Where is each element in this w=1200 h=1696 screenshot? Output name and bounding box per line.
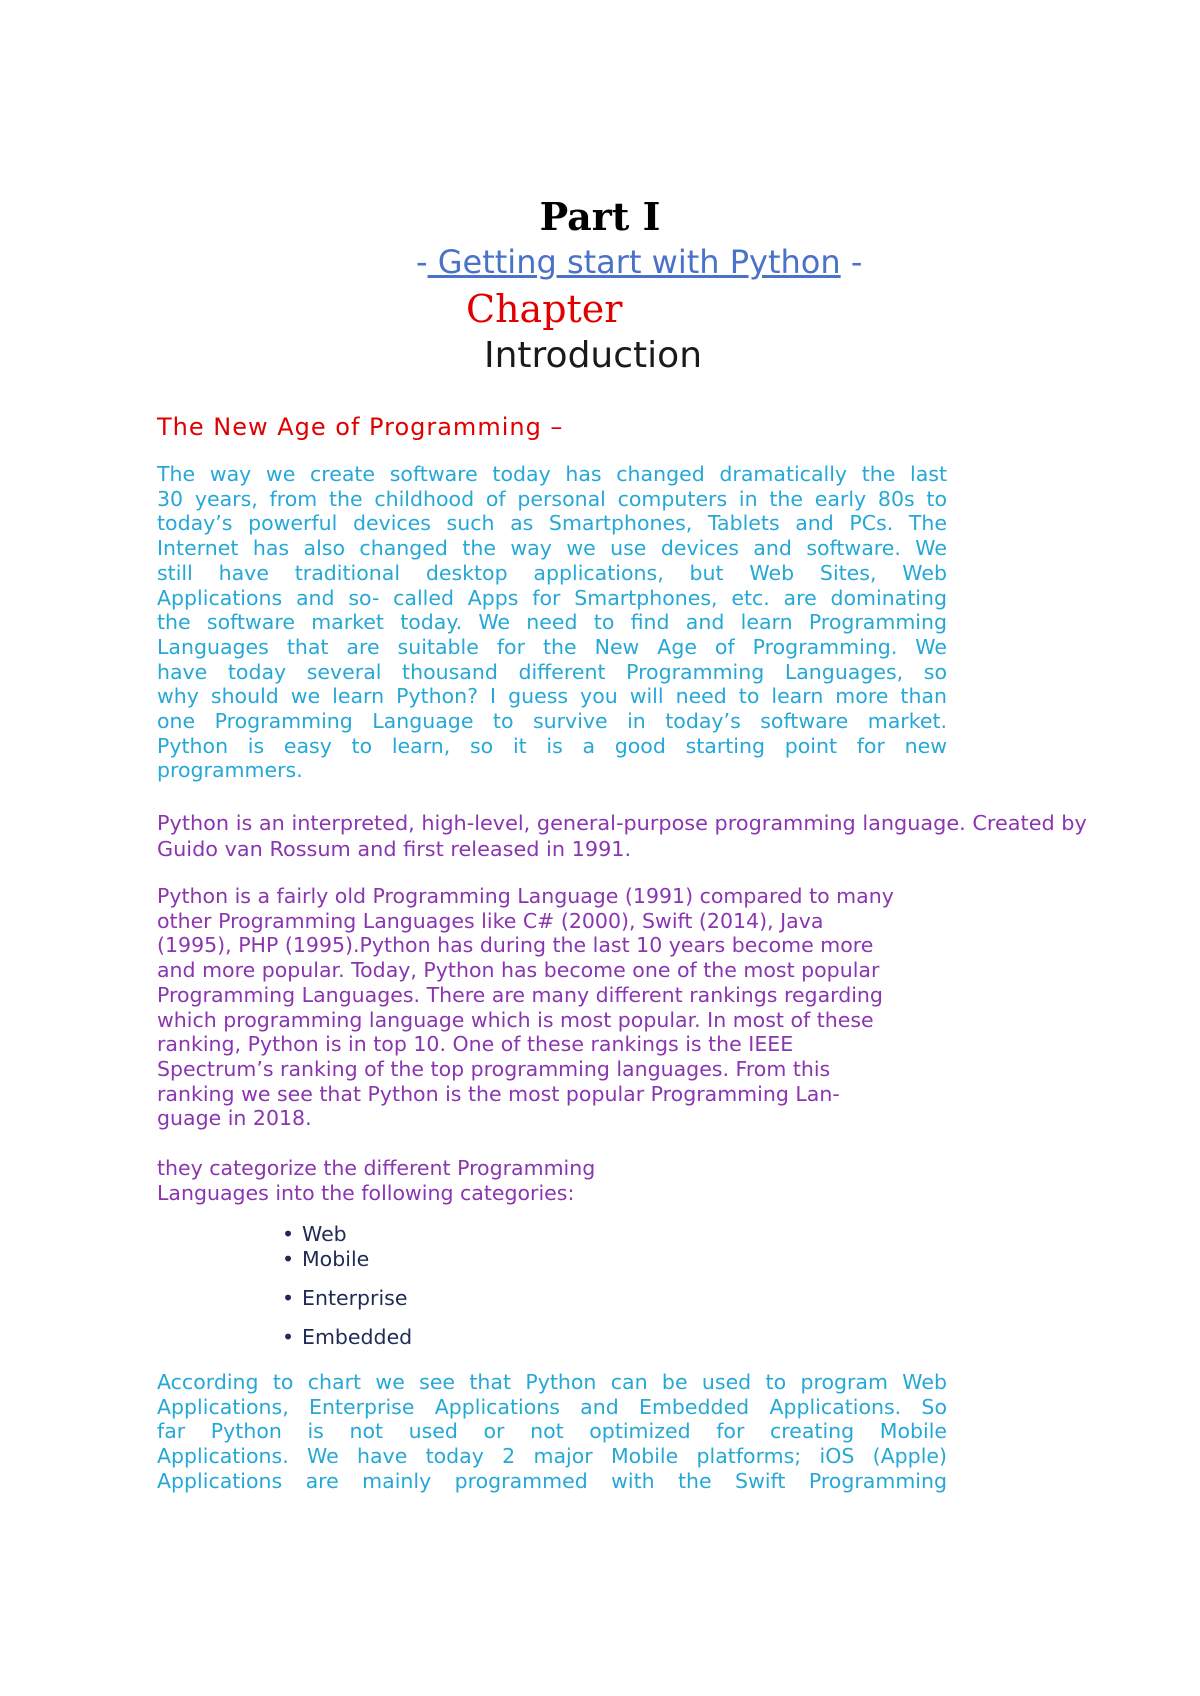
paragraph-line: other Programming Languages like C# (2000), Swift (2014), Java (157, 908, 824, 933)
chapter-label: Chapter (466, 287, 623, 331)
list-item-label: Mobile (302, 1247, 370, 1271)
paragraph-line: Spectrum’s ranking of the top programming languages. From this (157, 1056, 831, 1081)
paragraph-line: the software market today. We need to find and learn Programming (157, 610, 947, 635)
paragraph-categories-intro (157, 1156, 595, 1205)
list-item (278, 1286, 412, 1311)
paragraph-line: have today several thousand different Programming Languages, so (157, 659, 947, 684)
paragraph-line: programmers. (157, 758, 303, 783)
list-item-label: Enterprise (302, 1286, 408, 1310)
section-heading: The New Age of Programming – (157, 413, 564, 441)
list-item (278, 1325, 412, 1350)
paragraph-line: today’s powerful devices such as Smartphones, Tablets and PCs. The (157, 511, 947, 536)
paragraph-line: still have traditional desktop applications, but Web Sites, Web (157, 560, 947, 585)
list-item (278, 1247, 412, 1272)
paragraph-python-popularity (157, 884, 894, 1131)
paragraph-line: Languages that are suitable for the New Age of Programming. We (157, 634, 947, 659)
paragraph-line: Programming Languages. There are many different rankings regarding (157, 982, 883, 1007)
paragraph-line: (1995), PHP (1995).Python has during the last 10 years become more (157, 933, 874, 958)
paragraph-line: Applications. We have today 2 major Mobile platforms; iOS (Apple) (157, 1444, 947, 1469)
bullet-icon: • (282, 1247, 295, 1271)
list-item (278, 1222, 412, 1247)
paragraph-line: Guido van Rossum and first released in 1991. (157, 837, 632, 861)
part-subtitle (416, 242, 862, 282)
paragraph-line: guage in 2018. (157, 1106, 312, 1131)
subtitle-suffix: - (840, 243, 863, 281)
paragraph-line: The way we create software today has changed dramatically the last (157, 462, 947, 486)
paragraph-line: Applications are mainly programmed with the Swift Programming (157, 1468, 947, 1493)
subtitle-prefix: - (416, 243, 428, 281)
list-item-label: Web (302, 1222, 347, 1246)
paragraph-line: Languages into the following categories: (157, 1180, 575, 1205)
paragraph-line: ranking, Python is in top 10. One of these rankings is the IEEE (157, 1032, 794, 1057)
paragraph-line: ranking we see that Python is the most popular Programming Lan- (157, 1081, 840, 1106)
paragraph-line: Python is an interpreted, high-level, general-purpose programming language. Created by (157, 811, 1087, 835)
paragraph-line: Applications and so- called Apps for Smartphones, etc. are dominating (157, 585, 947, 610)
part-title: Part I (539, 194, 661, 239)
paragraph-line: which programming language which is most popular. In most of these (157, 1007, 874, 1032)
list-item-label: Embedded (302, 1325, 413, 1349)
bullet-icon: • (282, 1286, 295, 1310)
subtitle-link[interactable]: Getting start with Python (427, 243, 841, 281)
paragraph-line: Python is easy to learn, so it is a good starting point for new (157, 733, 947, 758)
bullet-icon: • (282, 1222, 295, 1246)
paragraph-line: they categorize the different Programming (157, 1156, 596, 1180)
paragraph-line: According to chart we see that Python can be used to program Web (157, 1370, 947, 1394)
category-list (278, 1222, 412, 1350)
chapter-title: Introduction (484, 335, 703, 376)
paragraph-new-age (157, 462, 947, 783)
paragraph-line: Internet has also changed the way we use devices and software. We (157, 536, 947, 561)
bullet-icon: • (282, 1325, 295, 1349)
paragraph-line: Applications, Enterprise Applications and Embedded Applications. So (157, 1394, 947, 1419)
paragraph-line: and more popular. Today, Python has become one of the most popular (157, 958, 880, 983)
paragraph-python-uses (157, 1370, 947, 1494)
paragraph-line: Python is a fairly old Programming Language (1991) compared to many (157, 884, 894, 908)
paragraph-line: why should we learn Python? I guess you will need to learn more than (157, 684, 947, 709)
paragraph-line: one Programming Language to survive in today’s software market. (157, 709, 947, 734)
paragraph-line: far Python is not used or not optimized for creating Mobile (157, 1419, 947, 1444)
paragraph-line: 30 years, from the childhood of personal computers in the early 80s to (157, 486, 947, 511)
paragraph-python-definition (157, 810, 1087, 862)
